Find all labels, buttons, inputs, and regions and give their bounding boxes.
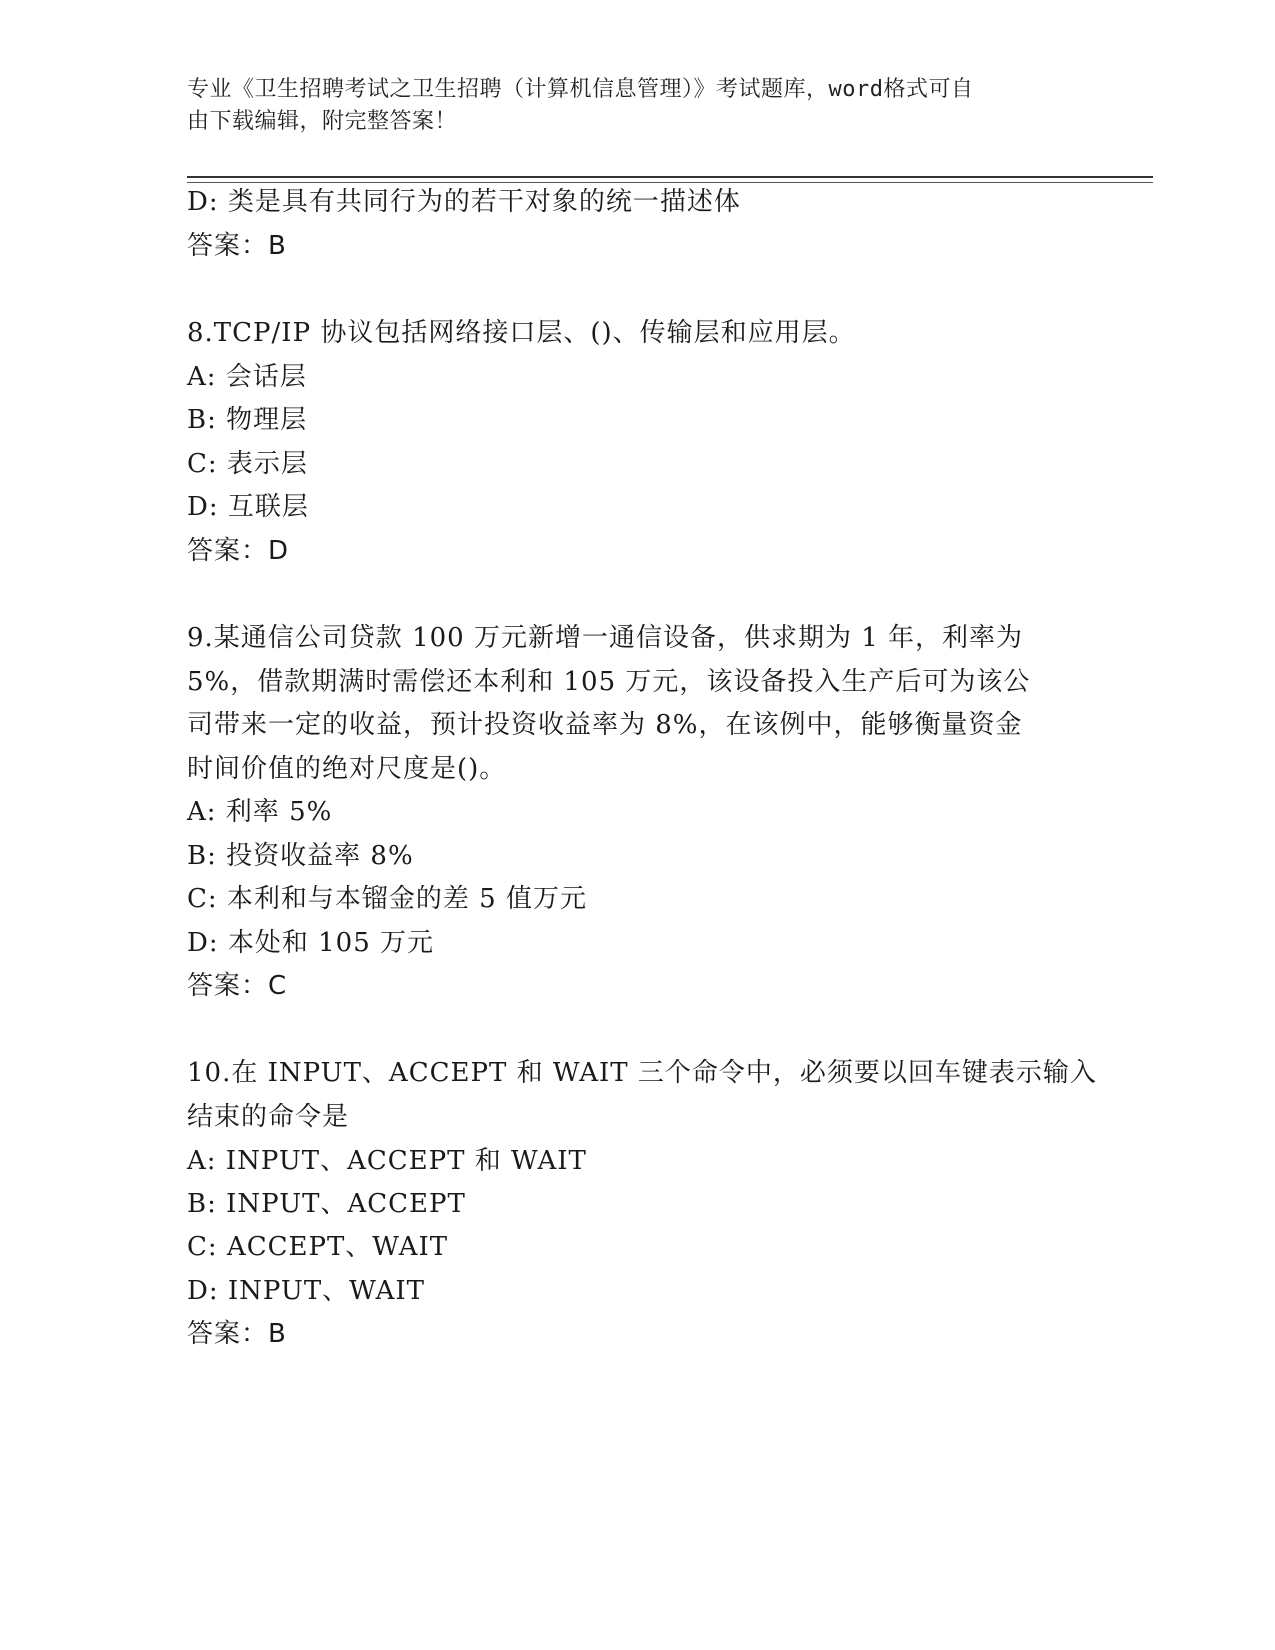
q9-stem-line-4: 时间价值的绝对尺度是()。 [187, 754, 507, 784]
header-line-2: 由下载编辑，附完整答案！ [187, 109, 458, 134]
document-header [187, 74, 1067, 138]
header-line-1: 专业《卫生招聘考试之卫生招聘（计算机信息管理）》考试题库，word格式可自 [187, 77, 974, 102]
q10-option-b: B: INPUT、ACCEPT [187, 1189, 466, 1219]
q9-stem-line-3: 司带来一定的收益，预计投资收益率为 8%，在该例中，能够衡量资金 [187, 710, 1023, 740]
q9-option-a: A: 利率 5% [187, 797, 333, 827]
q9-option-c: C: 本利和与本镏金的差 5 值万元 [187, 884, 587, 914]
q9-stem-line-1: 9.某通信公司贷款 100 万元新增一通信设备，供求期为 1 年，利率为 [187, 623, 1024, 653]
q9-option-b: B: 投资收益率 8% [187, 841, 414, 871]
header-rule-thin [187, 182, 1153, 183]
q8-answer: 答案：D [187, 536, 290, 566]
q10-option-d: D: INPUT、WAIT [187, 1276, 425, 1306]
q10-answer: 答案：B [187, 1319, 287, 1349]
q9-answer: 答案：C [187, 971, 288, 1001]
q10-option-a: A: INPUT、ACCEPT 和 WAIT [187, 1146, 587, 1176]
q7-answer: 答案：B [187, 231, 287, 261]
q10-option-c: C: ACCEPT、WAIT [187, 1232, 449, 1262]
q9-option-d: D: 本处和 105 万元 [187, 928, 435, 958]
q10-stem-line-2: 结束的命令是 [187, 1102, 350, 1132]
q8-stem: 8.TCP/IP 协议包括网络接口层、()、传输层和应用层。 [187, 318, 856, 348]
q9-stem-line-2: 5%，借款期满时需偿还本利和 105 万元，该设备投入生产后可为该公 [187, 667, 1031, 697]
q8-option-a: A: 会话层 [187, 362, 307, 392]
q10-stem-line-1: 10.在 INPUT、ACCEPT 和 WAIT 三个命令中，必须要以回车键表示输入 [187, 1058, 1097, 1088]
q7-option-d: D: 类是具有共同行为的若干对象的统一描述体 [187, 187, 741, 217]
header-rule-thick [187, 176, 1153, 178]
q8-option-d: D: 互联层 [187, 492, 309, 522]
q8-option-b: B: 物理层 [187, 405, 308, 435]
q8-option-c: C: 表示层 [187, 449, 308, 479]
